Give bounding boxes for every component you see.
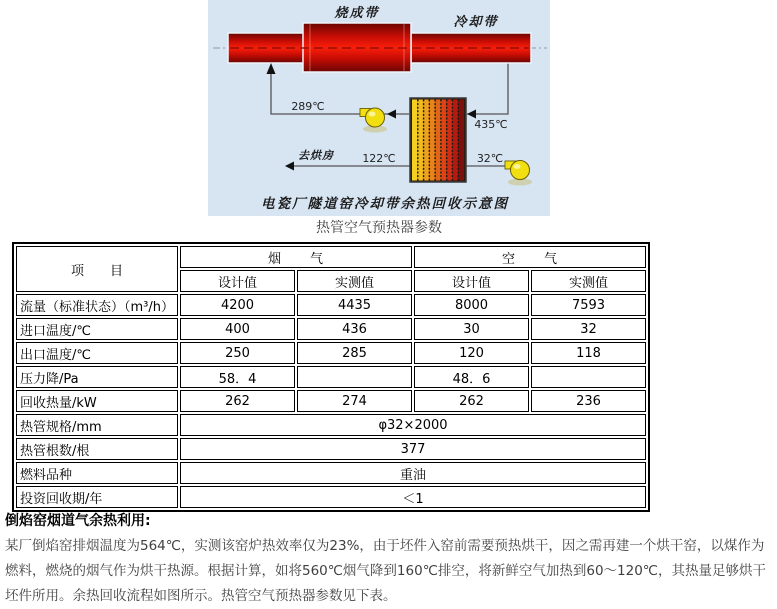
- table-row: [16, 318, 646, 340]
- row-value: 250: [180, 342, 295, 364]
- header-gas-design: 设计值: [180, 270, 295, 292]
- exchanger-stripe: [447, 100, 453, 181]
- cooling-zone-label: 冷却带: [453, 15, 499, 30]
- table-caption: 热管空气预热器参数: [316, 220, 442, 236]
- row-merged-value: 重油: [180, 462, 646, 484]
- row-value: 4200: [180, 294, 295, 316]
- table-row: [16, 366, 646, 388]
- row-label: 出口温度/℃: [16, 342, 178, 364]
- temp-122-label: 122℃: [362, 152, 396, 165]
- row-value: [297, 366, 412, 388]
- temp-32-label: 32℃: [476, 152, 504, 165]
- row-value: 285: [297, 342, 412, 364]
- row-merged-value: φ32×2000: [180, 414, 646, 436]
- diagram-caption: 电瓷厂隧道窑冷却带余热回收示意图: [261, 196, 509, 212]
- header-air-measured: 实测值: [531, 270, 646, 292]
- row-value: 262: [180, 390, 295, 412]
- row-label: 流量（标准状态）（m³/h）: [16, 294, 178, 316]
- exchanger-stripe: [435, 100, 441, 181]
- row-value: 30: [414, 318, 529, 340]
- row-value: 400: [180, 318, 295, 340]
- row-value: 120: [414, 342, 529, 364]
- table-row: [16, 294, 646, 316]
- header-air: 空 气: [414, 246, 646, 268]
- row-value: [531, 366, 646, 388]
- temp-435-label: 435℃: [474, 118, 508, 131]
- exchanger-stripe: [412, 100, 418, 181]
- row-label: 投资回收期/年: [16, 486, 178, 508]
- row-value: 436: [297, 318, 412, 340]
- row-label: 热管规格/mm: [16, 414, 178, 436]
- row-label: 燃料品种: [16, 462, 178, 484]
- row-merged-value: 377: [180, 438, 646, 460]
- row-label: 压力降/Pa: [16, 366, 178, 388]
- exchanger-stripe: [429, 100, 435, 181]
- table-row: [16, 414, 646, 436]
- row-value: 236: [531, 390, 646, 412]
- preheater-params-table: [12, 242, 650, 512]
- row-value: 262: [414, 390, 529, 412]
- row-value: 8000: [414, 294, 529, 316]
- table-row: [16, 438, 646, 460]
- exchanger-stripe: [441, 100, 447, 181]
- to-drying-room-label: 去烘房: [298, 149, 334, 162]
- notes-section: [5, 511, 773, 609]
- row-label: 进口温度/℃: [16, 318, 178, 340]
- row-value: 48．6: [414, 366, 529, 388]
- row-value: 7593: [531, 294, 646, 316]
- temp-289-label: 289℃: [291, 100, 325, 113]
- header-air-design: 设计值: [414, 270, 529, 292]
- heat-recovery-diagram: [208, 0, 550, 216]
- row-merged-value: ＜1: [180, 486, 646, 508]
- heat-exchanger: [410, 98, 466, 182]
- firing-zone-label: 烧成带: [334, 6, 380, 21]
- exchanger-stripe: [452, 100, 458, 181]
- notes-heading: 倒焰窑烟道气余热利用:: [5, 513, 151, 529]
- row-value: 58．4: [180, 366, 295, 388]
- table-row: [16, 390, 646, 412]
- row-value: 4435: [297, 294, 412, 316]
- notes-paragraph: 某厂倒焰窑排烟温度为564℃，实测该窑炉热效率仅为23%，由于坯件入窑前需要预热烘干，因之需再建一个烘干窑，以煤作为燃料，燃烧的烟气作为烘干热源。根据计算，如将560℃烟气降到160℃排空，将新鲜空气加热到60～120℃，其热量足够烘干坯件所用。余热回收流程如图所示。热管空气预热器参数见下表。: [5, 538, 766, 604]
- row-label: 热管根数/根: [16, 438, 178, 460]
- exchanger-stripe: [458, 100, 464, 181]
- row-value: 118: [531, 342, 646, 364]
- exchanger-stripe: [424, 100, 430, 181]
- table-row: [16, 486, 646, 508]
- header-gas-measured: 实测值: [297, 270, 412, 292]
- row-value: 274: [297, 390, 412, 412]
- row-value: 32: [531, 318, 646, 340]
- exchanger-stripe: [418, 100, 424, 181]
- table-row: [16, 462, 646, 484]
- header-item: 项 目: [16, 246, 178, 292]
- row-label: 回收热量/kW: [16, 390, 178, 412]
- header-flue-gas: 烟 气: [180, 246, 412, 268]
- table-row: [16, 342, 646, 364]
